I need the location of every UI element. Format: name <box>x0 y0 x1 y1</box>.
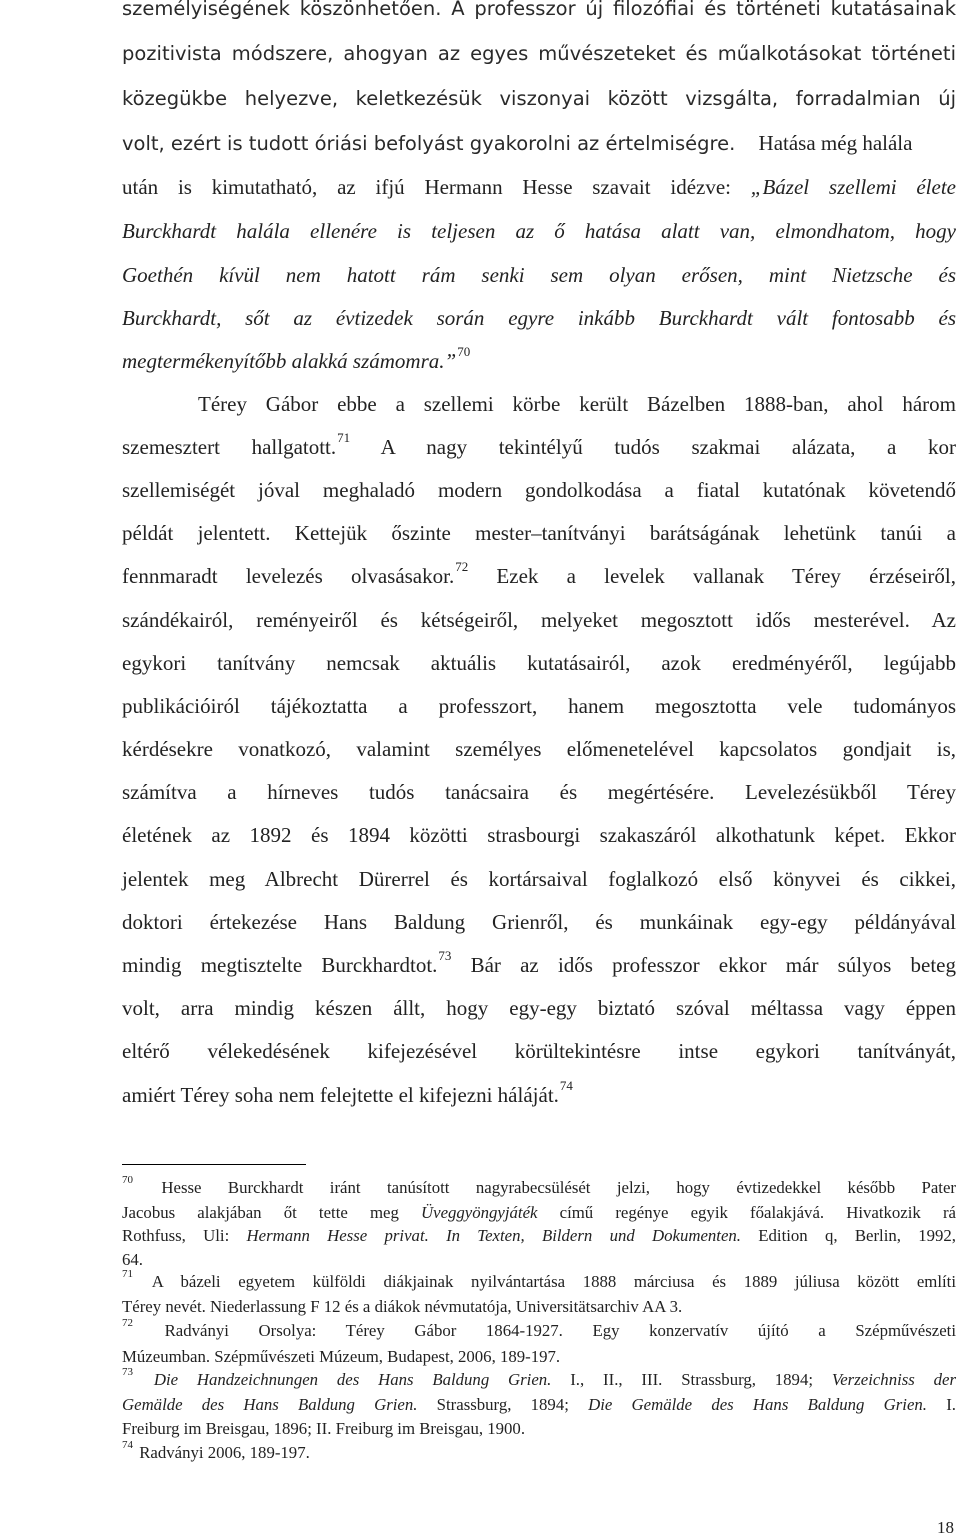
footnote-text: Edition q, Berlin, 1992, <box>741 1226 956 1245</box>
body-line: egykori tanítvány nemcsak aktuális kutatásairól, azok eredményéről, legújabb <box>122 651 956 675</box>
body-line: jelentek meg Albrecht Dürerrel és kortársaival foglalkozó első könyvei és cikkei, <box>122 867 956 891</box>
footnote-separator <box>122 1164 306 1165</box>
body-text: fennmaradt levelezés olvasásakor. <box>122 564 455 588</box>
footnote-text: A bázeli egyetem külföldi diákjainak nyilvántartása 1888 márciusa és 1889 júliusa között említi <box>135 1272 956 1291</box>
footnote-text: Radványi 2006, 189-197. <box>135 1443 310 1462</box>
body-line <box>122 177 956 198</box>
footnote-text: I., II., III. Strassburg, 1894; <box>551 1370 832 1389</box>
body-text: szemesztert hallgatott. <box>122 435 337 459</box>
footnote-text: Strassburg, 1894; <box>417 1395 589 1414</box>
footnote-ref[interactable]: 74 <box>559 1078 573 1093</box>
footnote-73 <box>122 1366 957 1389</box>
footnote-line: Freiburg im Breisgau, 1896; II. Freiburg im Breisgau, 1900. <box>122 1419 526 1438</box>
quote-line <box>122 344 956 373</box>
footnote-line <box>122 1205 956 1222</box>
footnote-title: Üveggyöngyjáték <box>421 1203 538 1222</box>
quote-text: megtermékenyítőbb alakká számomra.” <box>122 349 457 373</box>
body-text: amiért Térey soha nem felejtette el kifejezni háláját. <box>122 1083 559 1107</box>
footnote-ref[interactable]: 73 <box>438 948 452 963</box>
body-text: volt, ezért is tudott óriási befolyást gyakorolni az értelmiségre. <box>122 132 736 155</box>
body-line <box>122 430 957 459</box>
quote-line: Burckhardt halála ellenére is teljesen az ő hatása alatt van, elmondhatom, hogy <box>122 219 956 243</box>
footnote-line: Térey nevét. Niederlassung F 12 és a diákok névmutatója, Universitätsarchiv AA 3. <box>122 1297 683 1316</box>
body-text: Ezek a levelek vallanak Térey érzéseiről, <box>468 564 956 588</box>
body-line: volt, arra mindig készen állt, hogy egy-egy biztató szóval méltassa vagy éppen <box>122 996 956 1020</box>
footnote-title: Verzeichniss der <box>831 1370 957 1389</box>
footnote-number: 73 <box>122 1366 133 1378</box>
footnote-text: Jacobus alakjában őt tette meg <box>122 1203 421 1222</box>
footnote-line: Múzeumban. Szépművészeti Múzeum, Budapest, 2006, 189-197. <box>122 1347 561 1366</box>
footnote-text: című regénye egyik főalakjává. Hivatkozik rá <box>537 1203 956 1222</box>
footnote-title: Gemälde des Hans Baldung Grien. <box>122 1395 418 1414</box>
footnote-number: 70 <box>122 1174 133 1186</box>
footnote-text: Radványi Orsolya: Térey Gábor 1864-1927. Egy konzervatív újító a Szépművészeti <box>135 1321 956 1340</box>
body-line <box>122 133 956 154</box>
body-line: személyiségének köszönhetően. A professzor új filozófiai és történeti kutatásainak <box>122 0 956 20</box>
quote-line: Goethén kívül nem hatott rám senki sem olyan erősen, mint Nietzsche és <box>122 263 956 287</box>
body-line: életének az 1892 és 1894 közötti strasbourgi szakaszáról alkothatunk képet. Ekkor <box>122 823 956 847</box>
footnote-text: I. <box>927 1395 957 1414</box>
page-number: 18 <box>937 1518 954 1537</box>
body-line <box>122 1078 956 1107</box>
body-line: Térey Gábor ebbe a szellemi körbe került Bázelben 1888-ban, ahol három <box>198 392 956 416</box>
body-line: szellemiségét jóval meghaladó modern gondolkodása a fiatal kutatónak követendő <box>122 478 956 502</box>
body-line: szándékairól, reményeiről és kétségeiről, melyeket megosztott idős mesterével. Az <box>122 608 956 632</box>
footnote-line <box>122 1228 956 1245</box>
footnote-number: 72 <box>122 1317 133 1329</box>
body-line: kérdésekre vonatkozó, valamint személyes előmenetelével kapcsolatos gondjait is, <box>122 737 956 761</box>
footnote-line <box>122 1397 956 1414</box>
quote-text: „Bázel szellemi élete <box>750 175 956 199</box>
footnote-line: 64. <box>122 1250 143 1269</box>
footnote-74 <box>122 1439 956 1462</box>
footnote-text: Rothfuss, Uli: <box>122 1226 247 1245</box>
footnote-ref[interactable]: 72 <box>455 559 469 574</box>
body-line: számítva a hírneves tudós tanácsaira és megértésére. Levelezésükből Térey <box>122 780 956 804</box>
body-line: közegükbe helyezve, keletkezésük viszonyai között vizsgálta, forradalmian új <box>122 87 956 110</box>
footnote-ref[interactable]: 71 <box>337 430 351 445</box>
body-text: mindig megtisztelte Burckhardtot. <box>122 953 438 977</box>
footnote-70 <box>122 1174 956 1197</box>
body-line <box>122 948 956 977</box>
footnote-title: Hermann Hesse privat. In Texten, Bildern und Dokumenten. <box>246 1226 742 1245</box>
body-text: után is kimutatható, az ifjú Hermann Hesse szavait idézve: <box>122 175 751 199</box>
footnote-72 <box>122 1317 956 1340</box>
quote-line: Burckhardt, sőt az évtizedek során egyre inkább Burckhardt vált fontosabb és <box>122 306 956 330</box>
footnote-number: 71 <box>122 1268 133 1280</box>
footnote-text: Hesse Burckhardt iránt tanúsított nagyrabecsülését jelzi, hogy évtizedekkel később Pater <box>135 1178 956 1197</box>
body-line: példát jelentett. Kettejük őszinte mester–tanítványi barátságának lehetünk tanúi a <box>122 521 956 545</box>
footnote-ref[interactable]: 70 <box>457 344 471 359</box>
body-text: Hatása még halála <box>758 131 913 155</box>
body-text: Bár az idős professzor ekkor már súlyos beteg <box>451 953 956 977</box>
footnote-number: 74 <box>122 1439 133 1451</box>
body-text: A nagy tekintélyű tudós szakmai alázata, a kor <box>350 435 957 459</box>
body-line <box>122 559 956 588</box>
footnote-71 <box>122 1268 956 1291</box>
body-line: doktori értekezése Hans Baldung Grienről, és munkáinak egy-egy példányával <box>122 910 956 934</box>
footnote-title: Die Handzeichnungen des Hans Baldung Grien. <box>135 1370 552 1389</box>
body-line: pozitivista módszere, ahogyan az egyes művészeteket és műalkotásokat történeti <box>122 42 956 65</box>
footnote-title: Die Gemälde des Hans Baldung Grien. <box>588 1395 927 1414</box>
body-line: publikációiról tájékoztatta a professzort, hanem megosztotta vele tudományos <box>122 694 956 718</box>
body-line: eltérő vélekedésének kifejezésével körültekintésre intse egykori tanítványát, <box>122 1039 956 1063</box>
